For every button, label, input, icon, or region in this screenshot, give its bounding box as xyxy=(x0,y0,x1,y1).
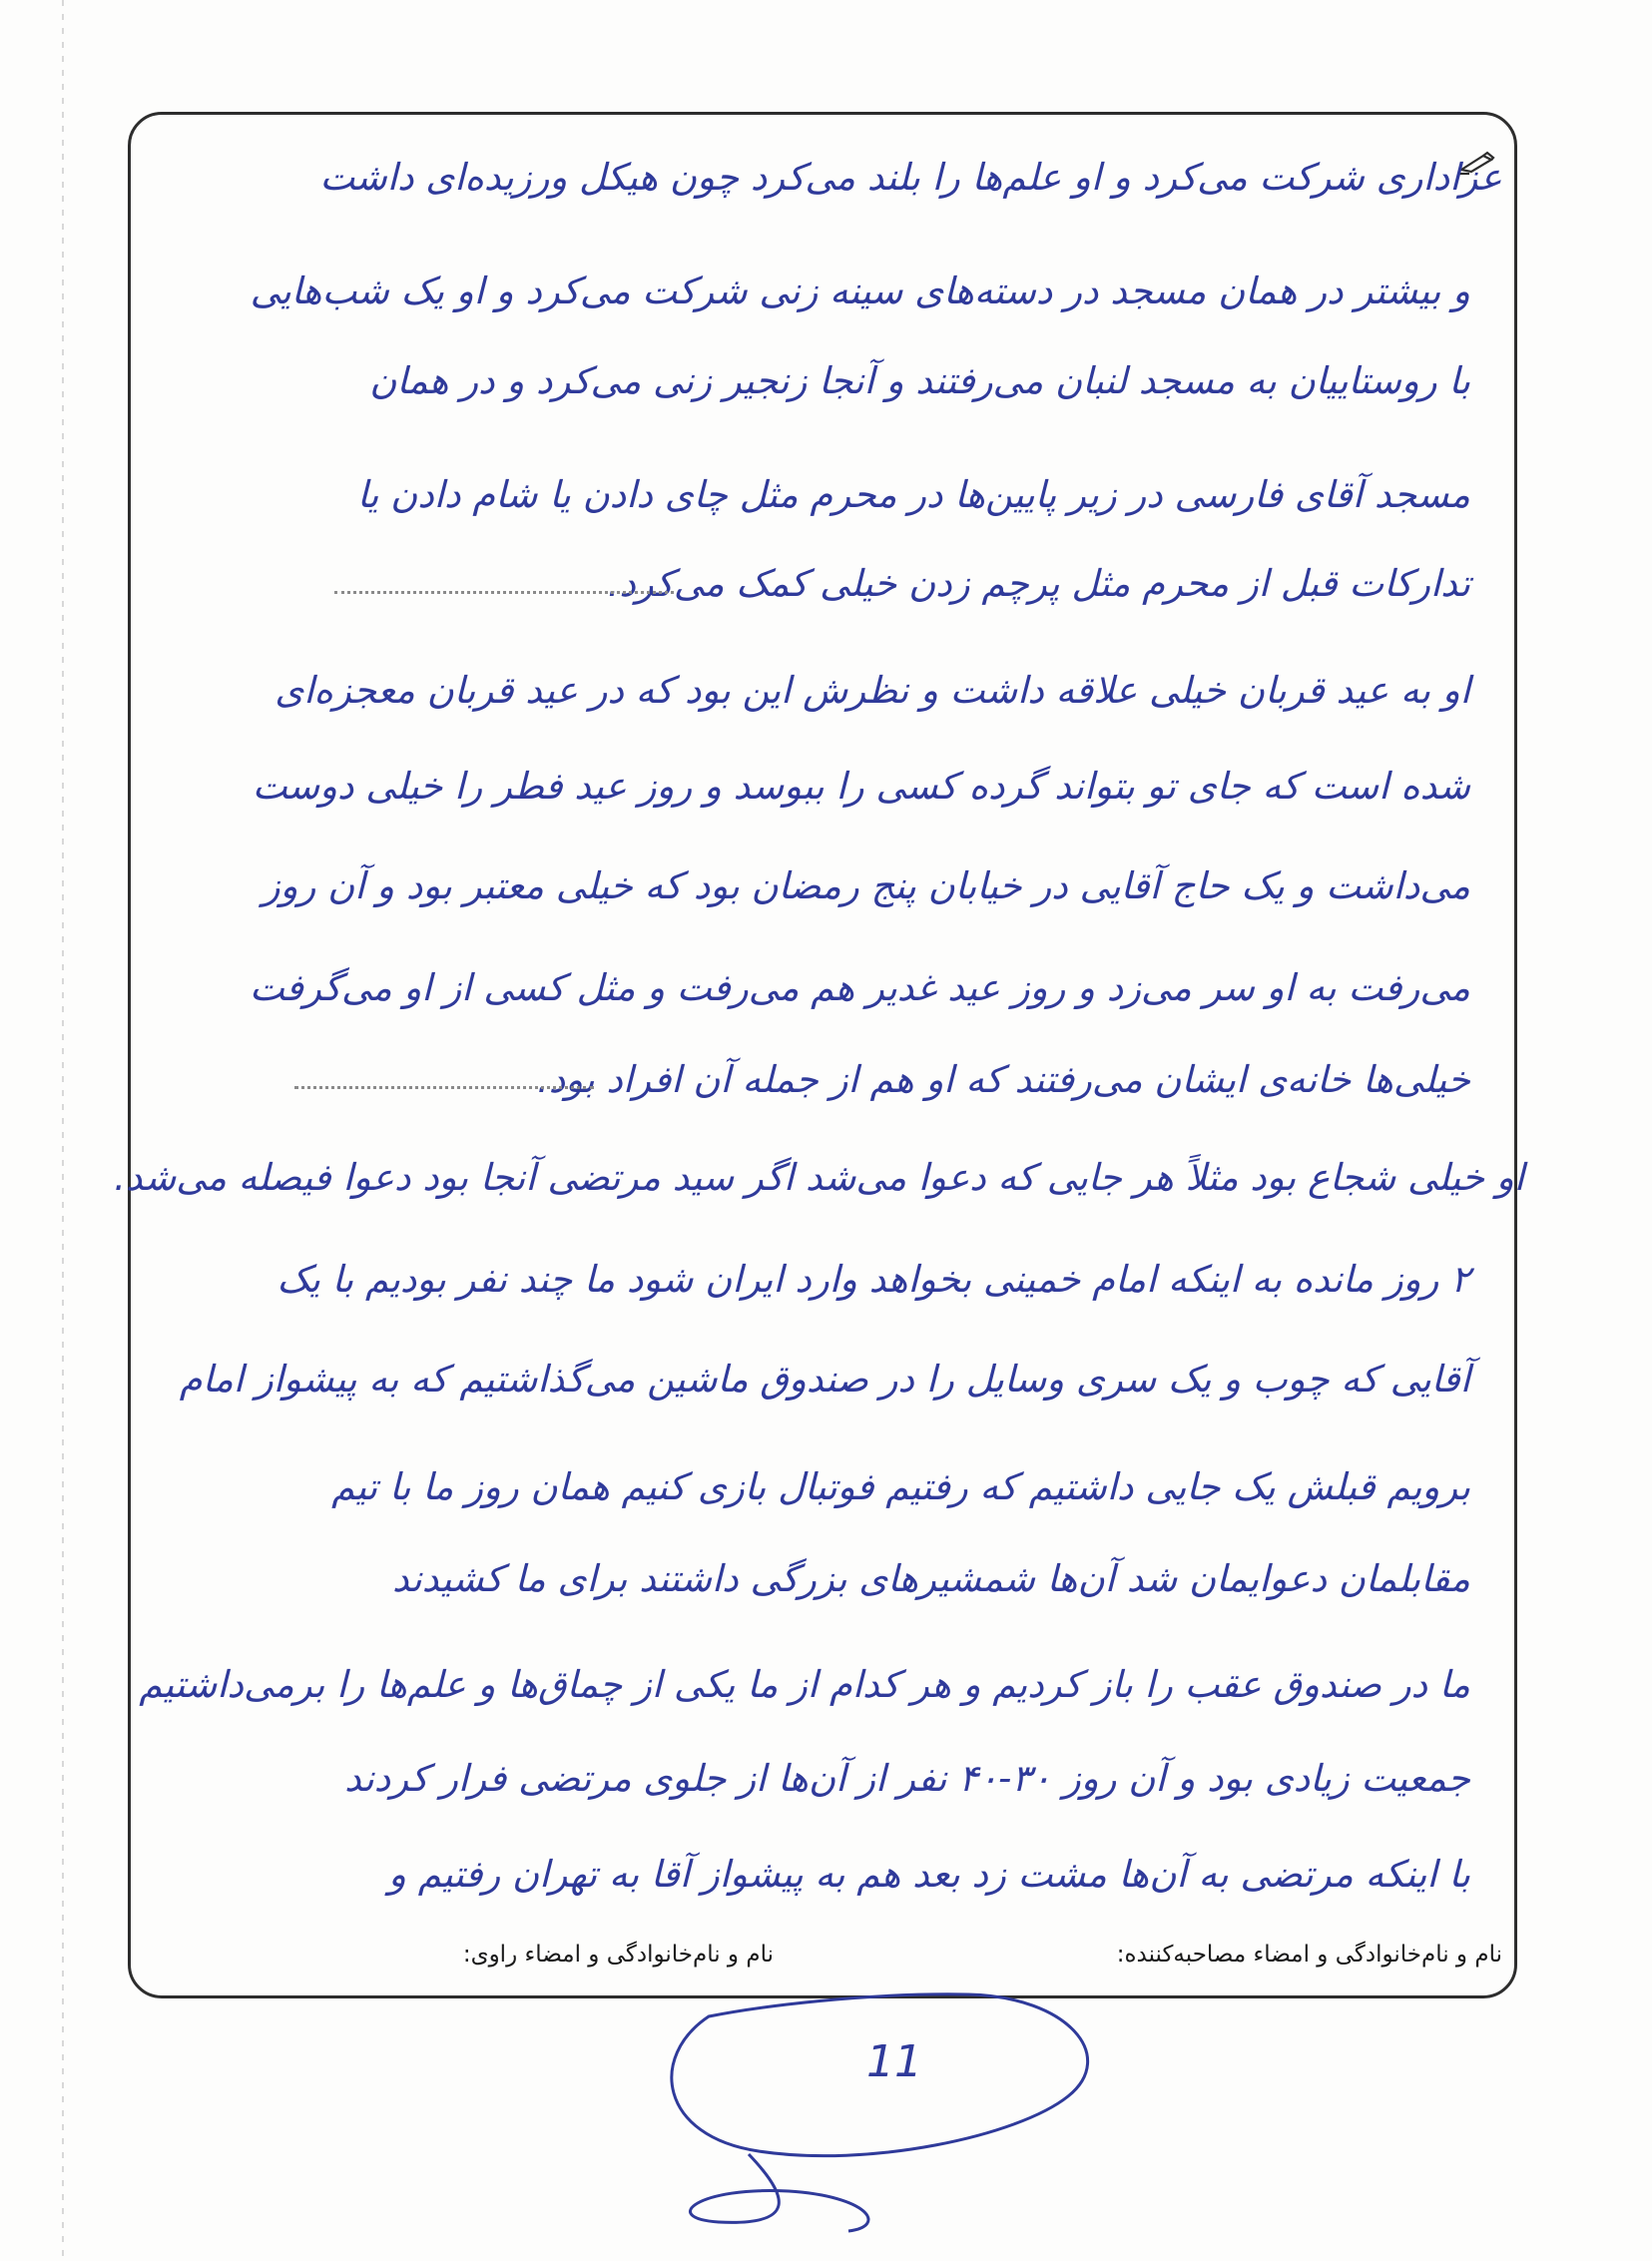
text-line: و بیشتر در همان مسجد در دسته‌های سینه زنی شرکت می‌کرد و او یک شب‌هایی xyxy=(250,270,1470,312)
text-line: ما در صندوق عقب را باز کردیم و هر کدام از ما یکی از چماق‌ها و علم‌ها را برمی‌داشتیم xyxy=(139,1663,1470,1706)
text-line: آقایی که چوب و یک سری وسایل را در صندوق ماشین می‌گذاشتیم که به پیشواز امام xyxy=(179,1358,1470,1401)
text-line: خیلی‌ها خانه‌ی ایشان می‌رفتند که او هم از جمله آن افراد بود. xyxy=(537,1058,1470,1101)
text-line: او خیلی شجاع بود مثلاً هر جایی که دعوا می‌شد اگر سید مرتضی آنجا بود دعوا فیصله می‌شد. xyxy=(114,1156,1524,1199)
text-line: با روستاییان به مسجد لنبان می‌رفتند و آنجا زنجیر زنی می‌کرد و در همان xyxy=(369,359,1470,402)
text-line: جمعیت زیادی بود و آن روز ۳۰-۴۰ نفر از آن‌ها از جلوی مرتضی فرار کردند xyxy=(344,1757,1470,1800)
interviewer-signature-label: نام و نام‌خانوادگی و امضاء مصاحبه‌کننده: xyxy=(1116,1942,1502,1968)
page-number: 11 xyxy=(866,2036,922,2087)
text-line: عزاداری شرکت می‌کرد و او علم‌ها را بلند می‌کرد چون هیکل ورزیده‌ای داشت xyxy=(319,156,1502,199)
text-line: شده است که جای تو بتواند گرده کسی را ببوسد و روز عید فطر را خیلی دوست xyxy=(252,765,1470,808)
text-line: تدارکات قبل از محرم مثل پرچم زدن خیلی کمک می‌کرد. xyxy=(607,562,1470,605)
scan-edge-mark xyxy=(62,0,64,2261)
text-line: او به عید قربان خیلی علاقه داشت و نظرش این بود که در عید قربان معجزه‌ای xyxy=(275,669,1470,712)
narrator-signature-label: نام و نام‌خانوادگی و امضاء راوی: xyxy=(462,1942,774,1968)
dotted-rule xyxy=(294,1086,594,1089)
text-line: می‌داشت و یک حاج آقایی در خیابان پنج رمضان بود که خیلی معتبر بود و آن روز xyxy=(262,864,1470,907)
text-line: ۲ روز مانده به اینکه امام خمینی بخواهد وارد ایران شود ما چند نفر بودیم با یک xyxy=(276,1258,1470,1301)
text-line: مقابلمان دعوایمان شد آن‌ها شمشیرهای بزرگی داشتند برای ما کشیدند xyxy=(391,1557,1470,1600)
text-line: مسجد آقای فارسی در زیر پایین‌ها در محرم مثل چای دادن یا شام دادن یا xyxy=(356,473,1470,516)
dotted-rule xyxy=(334,591,674,594)
text-line: برویم قبلش یک جایی داشتیم که رفتیم فوتبال بازی کنیم همان روز ما با تیم xyxy=(331,1465,1470,1508)
text-line: با اینکه مرتضی به آن‌ها مشت زد بعد هم به پیشواز آقا به تهران رفتیم و xyxy=(388,1853,1470,1896)
text-line: می‌رفت به او سر می‌زد و روز عید غدیر هم می‌رفت و مثل کسی از او می‌گرفت xyxy=(249,966,1470,1009)
handwritten-signature xyxy=(639,1986,1158,2236)
